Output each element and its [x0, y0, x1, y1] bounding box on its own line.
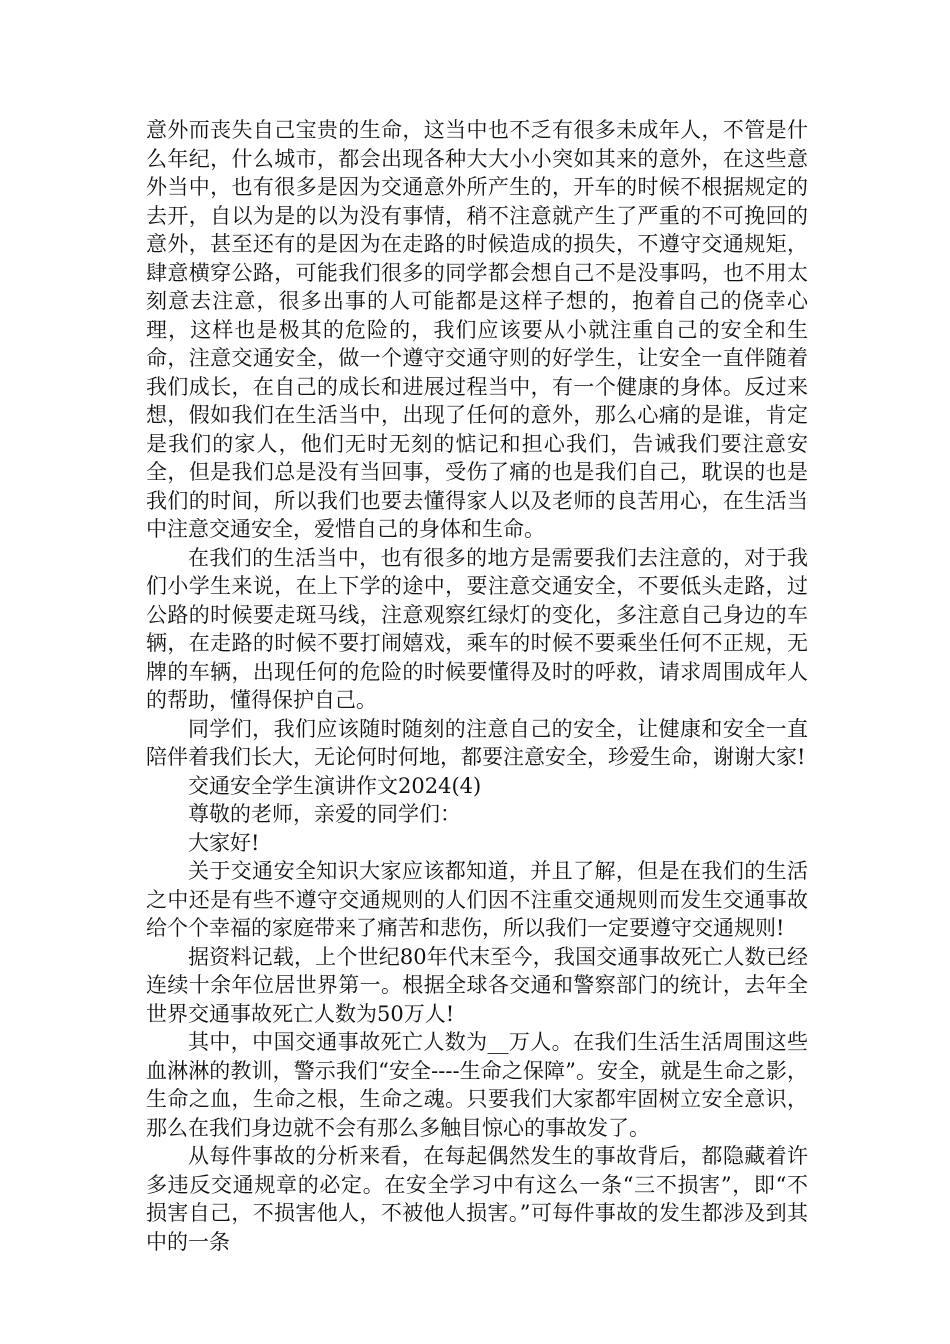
- salutation: 尊敬的老师，亲爱的同学们：: [188, 802, 461, 826]
- greeting: 大家好!: [188, 830, 260, 855]
- paragraph-2: 在我们的生活当中，也有很多的地方是需要我们去注意的，对于我们小学生来说，在上下学的途中，要注意交通安全，不要低头走路，过公路的时候要走斑马线，注意观察红绿灯的变化，多注意自己身边的车辆，在走路的时候不要打闹嬉戏，乘车的时候不要乘坐任何不正规，无牌的车辆，出现任何的危险的时候要懂得及时的呼救，请求周围成年人的帮助，懂得保护自己。: [146, 545, 808, 712]
- paragraph-9: 其中，中国交通事故死亡人数为__万人。在我们生活生活周围这些血淋淋的教训，警示我们“安全----生命之保障”。安全，就是生命之影，生命之血，生命之根，生命之魂。只要我们大家都牢固树立安全意识，那么在我们身边就不会有那么多触目惊心的事故发了。: [146, 1030, 808, 1140]
- paragraph-10: 从每件事故的分析来看，在每起偶然发生的事故背后，都隐藏着许多违反交通规章的必定。在安全学习中有这么一条“三不损害”，即“不损害自己，不损害他人，不被他人损害。”可每件事故的发生都涉及到其中的一条: [146, 1144, 808, 1254]
- document-body: [146, 116, 808, 1256]
- essay-heading: 交通安全学生演讲作文2024(4): [188, 773, 482, 798]
- paragraph-8: 据资料记载，上个世纪80年代末至今，我国交通事故死亡人数已经连续十余年位居世界第一。根据全球各交通和警察部门的统计，去年全世界交通事故死亡人数为50万人!: [146, 944, 808, 1026]
- paragraph-7: 关于交通安全知识大家应该都知道，并且了解，但是在我们的生活之中还是有些不遵守交通规则的人们因不注重交通规则而发生交通事故给个个幸福的家庭带来了痛苦和悲伤，所以我们一定要遵守交通规则!: [146, 859, 808, 940]
- paragraph-3: 同学们，我们应该随时随刻的注意自己的安全，让健康和安全一直陪伴着我们长大，无论何时何地，都要注意安全，珍爱生命，谢谢大家!: [146, 716, 808, 769]
- paragraph-1: 意外而丧失自己宝贵的生命，这当中也不乏有很多未成年人，不管是什么年纪，什么城市，都会出现各种大大小小突如其来的意外，在这些意外当中，也有很多是因为交通意外所产生的，开车的时候不根据规定的去开，自以为是的以为没有事情，稍不注意就产生了严重的不可挽回的意外，甚至还有的是因为在走路的时候造成的损失，不遵守交通规矩，肆意横穿公路，可能我们很多的同学都会想自己不是没事吗，也不用太刻意去注意，很多出事的人可能都是这样子想的，抱着自己的侥幸心理，这样也是极其的危险的，我们应该要从小就注重自己的安全和生命，注意交通安全，做一个遵守交通守则的好学生，让安全一直伴随着我们成长，在自己的成长和进展过程当中，有一个健康的身体。反过来想，假如我们在生活当中，出现了任何的意外，那么心痛的是谁，肯定是我们的家人，他们无时无刻的惦记和担心我们，告诫我们要注意安全，但是我们总是没有当回事，受伤了痛的也是我们自己，耽误的也是我们的时间，所以我们也要去懂得家人以及老师的良苦用心，在生活当中注意交通安全，爱惜自己的身体和生命。: [146, 118, 808, 541]
